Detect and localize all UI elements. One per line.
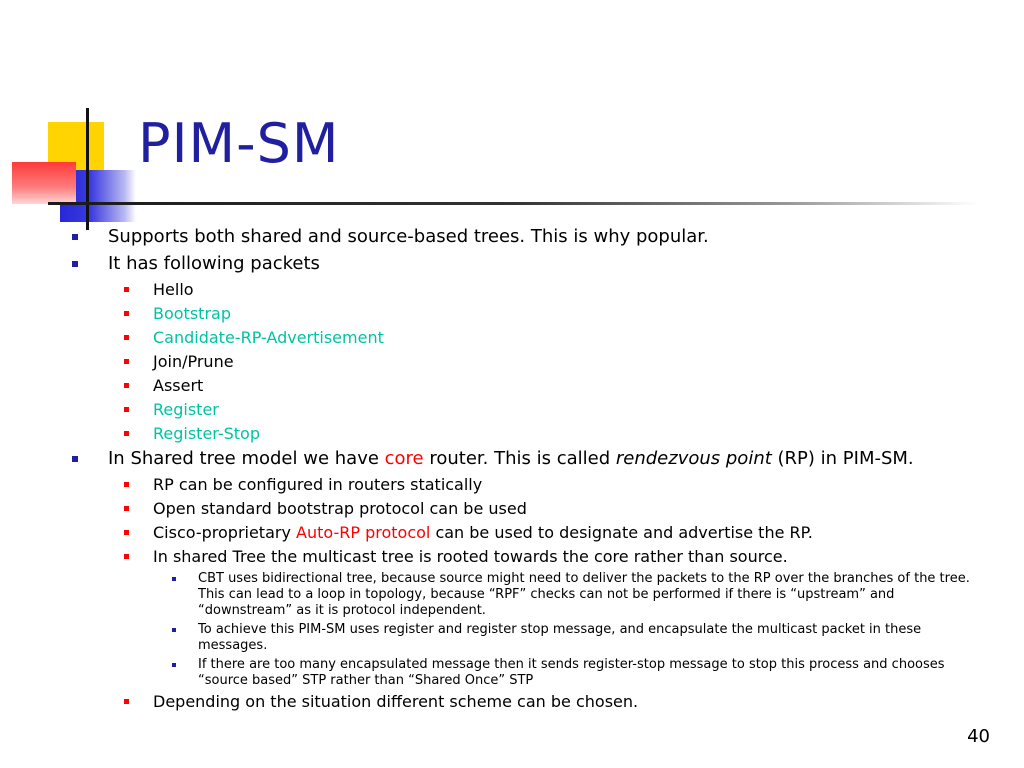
square-bullet-icon [124,554,129,559]
page-number: 40 [967,726,990,747]
packet-label: Register [153,400,219,419]
bullet-supports-trees [0,226,1024,248]
square-bullet-icon [124,335,129,340]
auto-rp-highlight: Auto-RP protocol [296,523,431,542]
bullet-text: Supports both shared and source-based trees. This is why popular. [108,226,709,247]
title-decoration-red-square [12,162,76,204]
rp-item-shared-tree-root [0,547,1024,567]
slide-content [0,226,1024,716]
square-bullet-icon [124,407,129,412]
square-bullet-icon [172,577,176,581]
sub-item-text: CBT uses bidirectional tree, because source might need to deliver the packets to the RP over the branches of the tree. This can lead to a loop in topology, because “RPF” checks can not be performed if there is “upstream” and “downstream” as it is protocol independent. [198,571,970,618]
packet-label: Assert [153,376,204,395]
packet-item-register [0,400,1024,420]
packet-label: Register-Stop [153,424,260,443]
square-bullet-icon [72,234,78,240]
sub-item-cbt [0,571,1024,619]
packet-item-assert [0,376,1024,396]
sub-item-text: To achieve this PIM-SM uses register and register stop message, and encapsulate the multicast packet in these messages. [198,622,922,653]
rp-item-text: RP can be configured in routers statically [153,475,483,494]
square-bullet-icon [124,311,129,316]
rp-item-text: Open standard bootstrap protocol can be used [153,499,527,518]
rp-item-scheme-choice [0,692,1024,712]
packet-label: Hello [153,280,194,299]
sub-item-register-stop [0,657,1024,689]
square-bullet-icon [124,431,129,436]
square-bullet-icon [124,530,129,535]
square-bullet-icon [72,261,78,267]
rp-item-text-part: can be used to designate and advertise the RP. [430,523,813,542]
square-bullet-icon [124,699,129,704]
rp-item-bootstrap-protocol [0,499,1024,519]
bullet-text-part: router. This is called [423,448,616,469]
packet-label: Join/Prune [153,352,234,371]
sub-item-register-message [0,622,1024,654]
square-bullet-icon [124,506,129,511]
packet-label: Candidate-RP-Advertisement [153,328,384,347]
slide-title: PIM-SM [138,112,340,175]
packet-item-candidate-rp-advertisement [0,328,1024,348]
rp-item-text: In shared Tree the multicast tree is rooted towards the core rather than source. [153,547,788,566]
title-underline [48,202,978,205]
square-bullet-icon [124,287,129,292]
rp-item-text-part: Cisco-proprietary [153,523,297,542]
title-decoration-vertical-line [86,108,89,230]
bullet-text-part: In Shared tree model we have [108,448,385,469]
sub-item-text: If there are too many encapsulated message then it sends register-stop message to stop this process and chooses “source based” STP rather than “Shared Once” STP [198,657,945,688]
packet-item-join-prune [0,352,1024,372]
square-bullet-icon [172,663,176,667]
core-highlight: core [384,448,424,469]
square-bullet-icon [124,359,129,364]
square-bullet-icon [172,628,176,632]
packet-item-bootstrap [0,304,1024,324]
rp-item-text: Depending on the situation different scheme can be chosen. [153,692,639,711]
rendezvous-point-term: rendezvous point [615,448,772,469]
square-bullet-icon [124,383,129,388]
packet-item-register-stop [0,424,1024,444]
packet-item-hello [0,280,1024,300]
bullet-packets-heading [0,253,1024,275]
rp-item-auto-rp [0,523,1024,543]
bullet-text-part: (RP) in PIM-SM. [771,448,914,469]
square-bullet-icon [124,482,129,487]
bullet-shared-tree-model [0,448,1024,470]
bullet-text: It has following packets [108,253,320,274]
packet-label: Bootstrap [153,304,231,323]
square-bullet-icon [72,456,78,462]
rp-item-static-config [0,475,1024,495]
